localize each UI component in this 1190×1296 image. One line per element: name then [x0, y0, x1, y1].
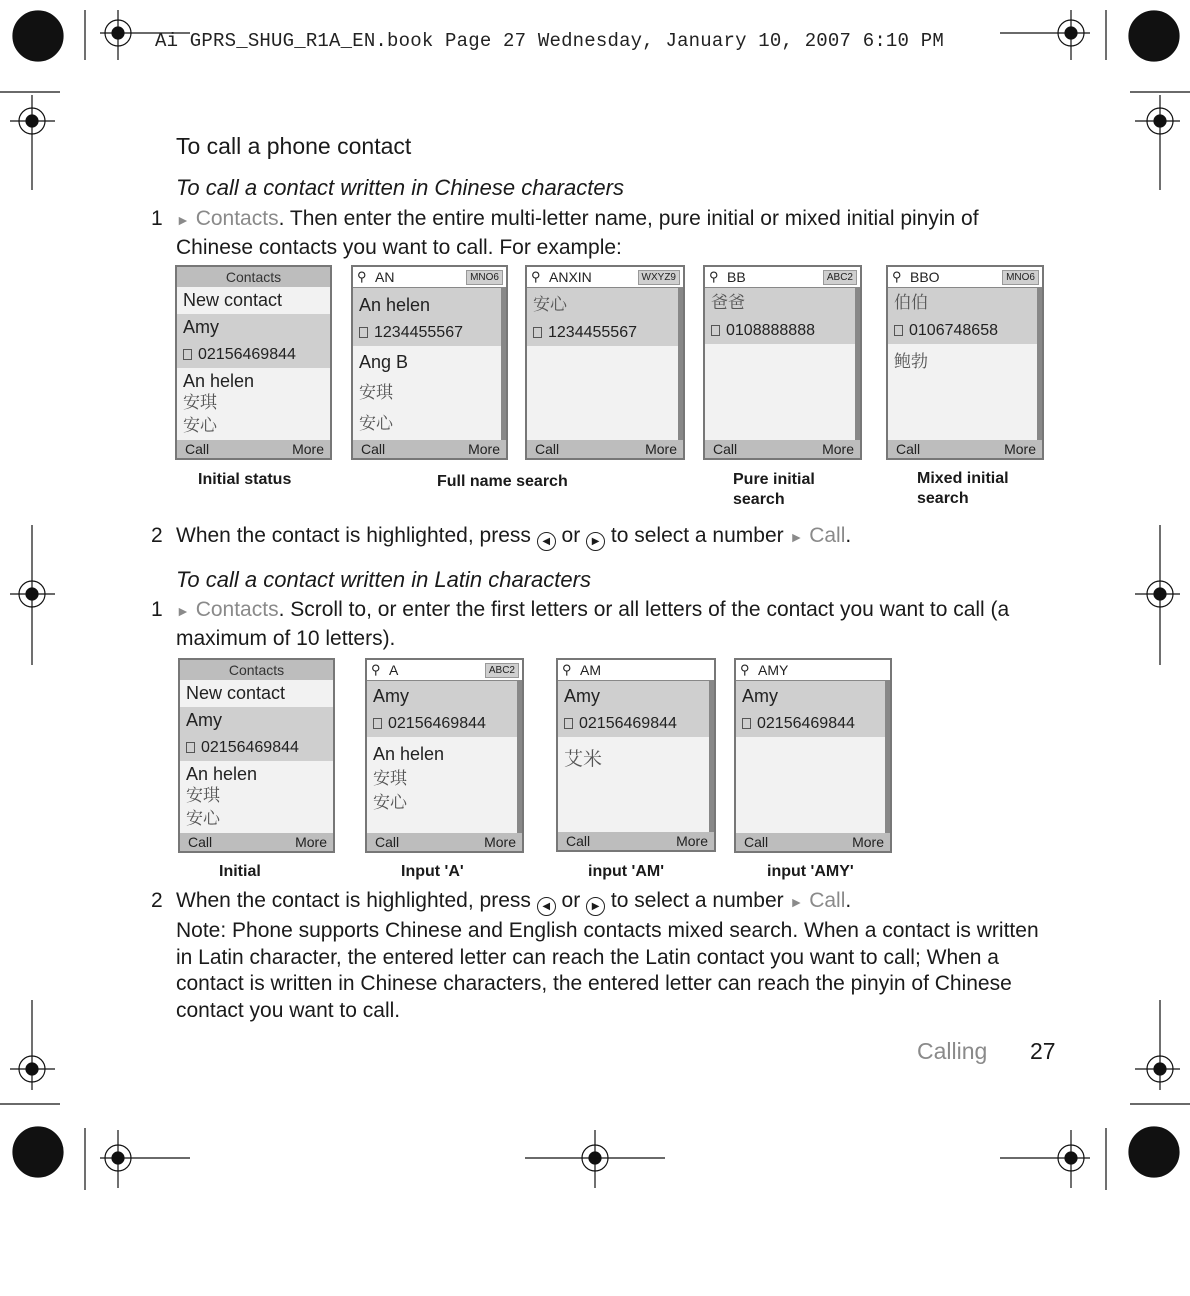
call-link[interactable]: Call [809, 889, 846, 912]
phone-icon [533, 327, 542, 338]
contacts-link[interactable]: Contacts [195, 207, 279, 230]
softkey-call: Call [566, 833, 591, 849]
list-item: 0108888888 [726, 322, 815, 339]
phone-screen-input-amy [734, 658, 892, 853]
phone-icon [183, 349, 192, 360]
list-item: Ang B [359, 352, 409, 372]
list-item: Amy [564, 686, 600, 706]
list-item: 安琪 [186, 786, 220, 806]
caption-input-amy: input 'AMY' [767, 863, 854, 880]
list-item: Amy [183, 317, 219, 337]
softkey-more: More [484, 834, 516, 850]
footer-section: Calling [917, 1038, 988, 1064]
caption-full-name-search: Full name search [437, 473, 568, 490]
list-item: 安琪 [373, 769, 407, 789]
phone-icon [373, 718, 382, 729]
scrollbar [855, 287, 860, 440]
latin-step1-number: 1 [151, 598, 163, 621]
nav-right-icon: ▶ [586, 897, 605, 916]
list-item: 02156469844 [198, 346, 296, 363]
list-item: An helen [186, 764, 258, 784]
screen-title: Contacts [180, 660, 333, 680]
softkey-call: Call [361, 441, 386, 457]
list-item: 02156469844 [388, 715, 486, 732]
caption-pure-initial-search: Pure initial search [733, 471, 815, 508]
latin-step2 [176, 887, 851, 916]
softkey-more: More [292, 441, 324, 457]
search-query: AN [375, 269, 395, 285]
phone-screen-pure-initial [703, 265, 862, 460]
input-mode: MNO6 [466, 270, 503, 285]
list-item: 1234455567 [374, 324, 463, 341]
book-header: Ai GPRS_SHUG_R1A_EN.book Page 27 Wednesday, January 10, 2007 6:10 PM [155, 30, 944, 52]
latin-step2-number: 2 [151, 889, 163, 912]
softkey-more: More [852, 834, 884, 850]
phone-screen-initial-status [175, 265, 332, 460]
list-item: 安琪 [359, 383, 393, 403]
note-paragraph: Note: Phone supports Chinese and English contacts mixed search. When a contact is written in Latin character, the entered letter can reach the Latin contact you want to call; When a contact is written in Chinese characters, the entered letter can reach the pinyin of Chinese contact you want to call. [176, 919, 1039, 1022]
step-text: to select a number [605, 524, 790, 547]
scrollbar [885, 680, 890, 833]
list-item: 艾米 [564, 748, 603, 770]
nav-right-icon: ▶ [586, 532, 605, 551]
search-query: AMY [758, 662, 789, 678]
arrow-icon: ► [176, 212, 190, 228]
softkey-more: More [468, 441, 500, 457]
arrow-icon: ► [789, 894, 804, 910]
section-title: To call a phone contact [176, 133, 412, 159]
phone-icon [711, 325, 720, 336]
phone-screen-input-am [556, 658, 716, 852]
caption-mixed-initial-search: Mixed initial search [917, 470, 1009, 507]
search-query: A [389, 662, 399, 678]
list-item: 爸爸 [711, 293, 745, 313]
step-text: . [845, 524, 852, 547]
list-item: 02156469844 [757, 715, 855, 732]
scrollbar [501, 287, 506, 440]
softkey-call: Call [188, 834, 213, 850]
list-item: 安心 [183, 416, 217, 436]
softkey-call: Call [375, 834, 400, 850]
step-text: to select a number [605, 889, 790, 912]
phone-icon [742, 718, 751, 729]
chinese-step2-number: 2 [151, 524, 163, 547]
call-link[interactable]: Call [809, 524, 846, 547]
chinese-step1 [176, 205, 1056, 261]
list-item: Amy [742, 686, 778, 706]
search-query: BB [727, 269, 746, 285]
nav-left-icon: ◀ [537, 532, 556, 551]
list-item: 0106748658 [909, 322, 998, 339]
input-mode: MNO6 [1002, 270, 1039, 285]
softkey-more: More [295, 834, 327, 850]
softkey-call: Call [185, 441, 210, 457]
list-item: 伯伯 [894, 293, 928, 313]
phone-screen-input-a [365, 658, 524, 853]
softkey-call: Call [713, 441, 738, 457]
latin-step1 [176, 596, 1056, 652]
caption-input-a: Input 'A' [401, 863, 464, 880]
chinese-heading: To call a contact written in Chinese characters [176, 175, 624, 200]
input-mode: WXYZ9 [638, 270, 680, 285]
list-item: 02156469844 [201, 739, 299, 756]
step-text: When the contact is highlighted, press [176, 889, 537, 912]
list-item: New contact [183, 290, 283, 310]
list-item: 安琪 [183, 393, 217, 413]
softkey-call: Call [896, 441, 921, 457]
nav-left-icon: ◀ [537, 897, 556, 916]
page-number: 27 [1030, 1038, 1056, 1064]
chinese-step2 [176, 522, 851, 551]
phone-icon [894, 325, 903, 336]
softkey-call: Call [535, 441, 560, 457]
list-item: 02156469844 [579, 715, 677, 732]
list-item: 鲍勃 [894, 352, 928, 372]
search-icon: ⚲ [531, 269, 541, 284]
list-item: An helen [183, 371, 255, 391]
softkey-more: More [1004, 441, 1036, 457]
chinese-step1-text: . Then enter the entire multi-letter name, pure initial or mixed initial pinyin of Chinese contacts you want to call. For example: [176, 207, 979, 259]
search-query: BBO [910, 269, 940, 285]
scrollbar [1037, 287, 1042, 440]
list-item: 安心 [186, 809, 220, 829]
search-icon: ⚲ [740, 662, 750, 677]
list-item: 安心 [533, 295, 567, 315]
softkey-call: Call [744, 834, 769, 850]
phone-screen-latin-initial [178, 658, 335, 853]
search-icon: ⚲ [562, 662, 572, 677]
list-item: 1234455567 [548, 324, 637, 341]
list-item: Amy [373, 686, 409, 706]
step-text: . [845, 889, 852, 912]
scrollbar [709, 680, 714, 832]
input-mode: ABC2 [823, 270, 857, 285]
search-query: ANXIN [549, 269, 592, 285]
phone-screen-full-name-an [351, 265, 508, 460]
step-text: When the contact is highlighted, press [176, 524, 537, 547]
softkey-more: More [676, 833, 708, 849]
list-item: New contact [186, 683, 286, 703]
search-icon: ⚲ [892, 269, 902, 284]
scrollbar [678, 287, 683, 440]
search-icon: ⚲ [709, 269, 719, 284]
contacts-link[interactable]: Contacts [195, 598, 279, 621]
caption-initial: Initial [219, 863, 261, 880]
list-item: 安心 [359, 414, 393, 434]
latin-step1-text: . Scroll to, or enter the first letters or all letters of the contact you want to call (a maximum of 10 letters). [176, 598, 1010, 650]
softkey-more: More [645, 441, 677, 457]
search-icon: ⚲ [357, 269, 367, 284]
search-query: AM [580, 662, 601, 678]
caption-input-am: input 'AM' [588, 863, 665, 880]
phone-screen-mixed-initial [886, 265, 1044, 460]
phone-screen-full-name-anxin [525, 265, 685, 460]
list-item: Amy [186, 710, 222, 730]
scrollbar [517, 680, 522, 833]
list-item: 安心 [373, 793, 407, 813]
latin-heading: To call a contact written in Latin characters [176, 567, 591, 592]
step-text: or [555, 524, 587, 547]
softkey-more: More [822, 441, 854, 457]
list-item: An helen [359, 295, 431, 315]
phone-icon [186, 742, 195, 753]
chinese-step1-number: 1 [151, 207, 163, 230]
arrow-icon: ► [176, 603, 190, 619]
input-mode: ABC2 [485, 663, 519, 678]
list-item: An helen [373, 744, 445, 764]
caption-initial-status: Initial status [198, 471, 292, 488]
screen-title: Contacts [177, 267, 330, 287]
step-text: or [555, 889, 587, 912]
arrow-icon: ► [789, 529, 804, 545]
phone-icon [564, 718, 573, 729]
search-icon: ⚲ [371, 662, 381, 677]
phone-icon [359, 327, 368, 338]
